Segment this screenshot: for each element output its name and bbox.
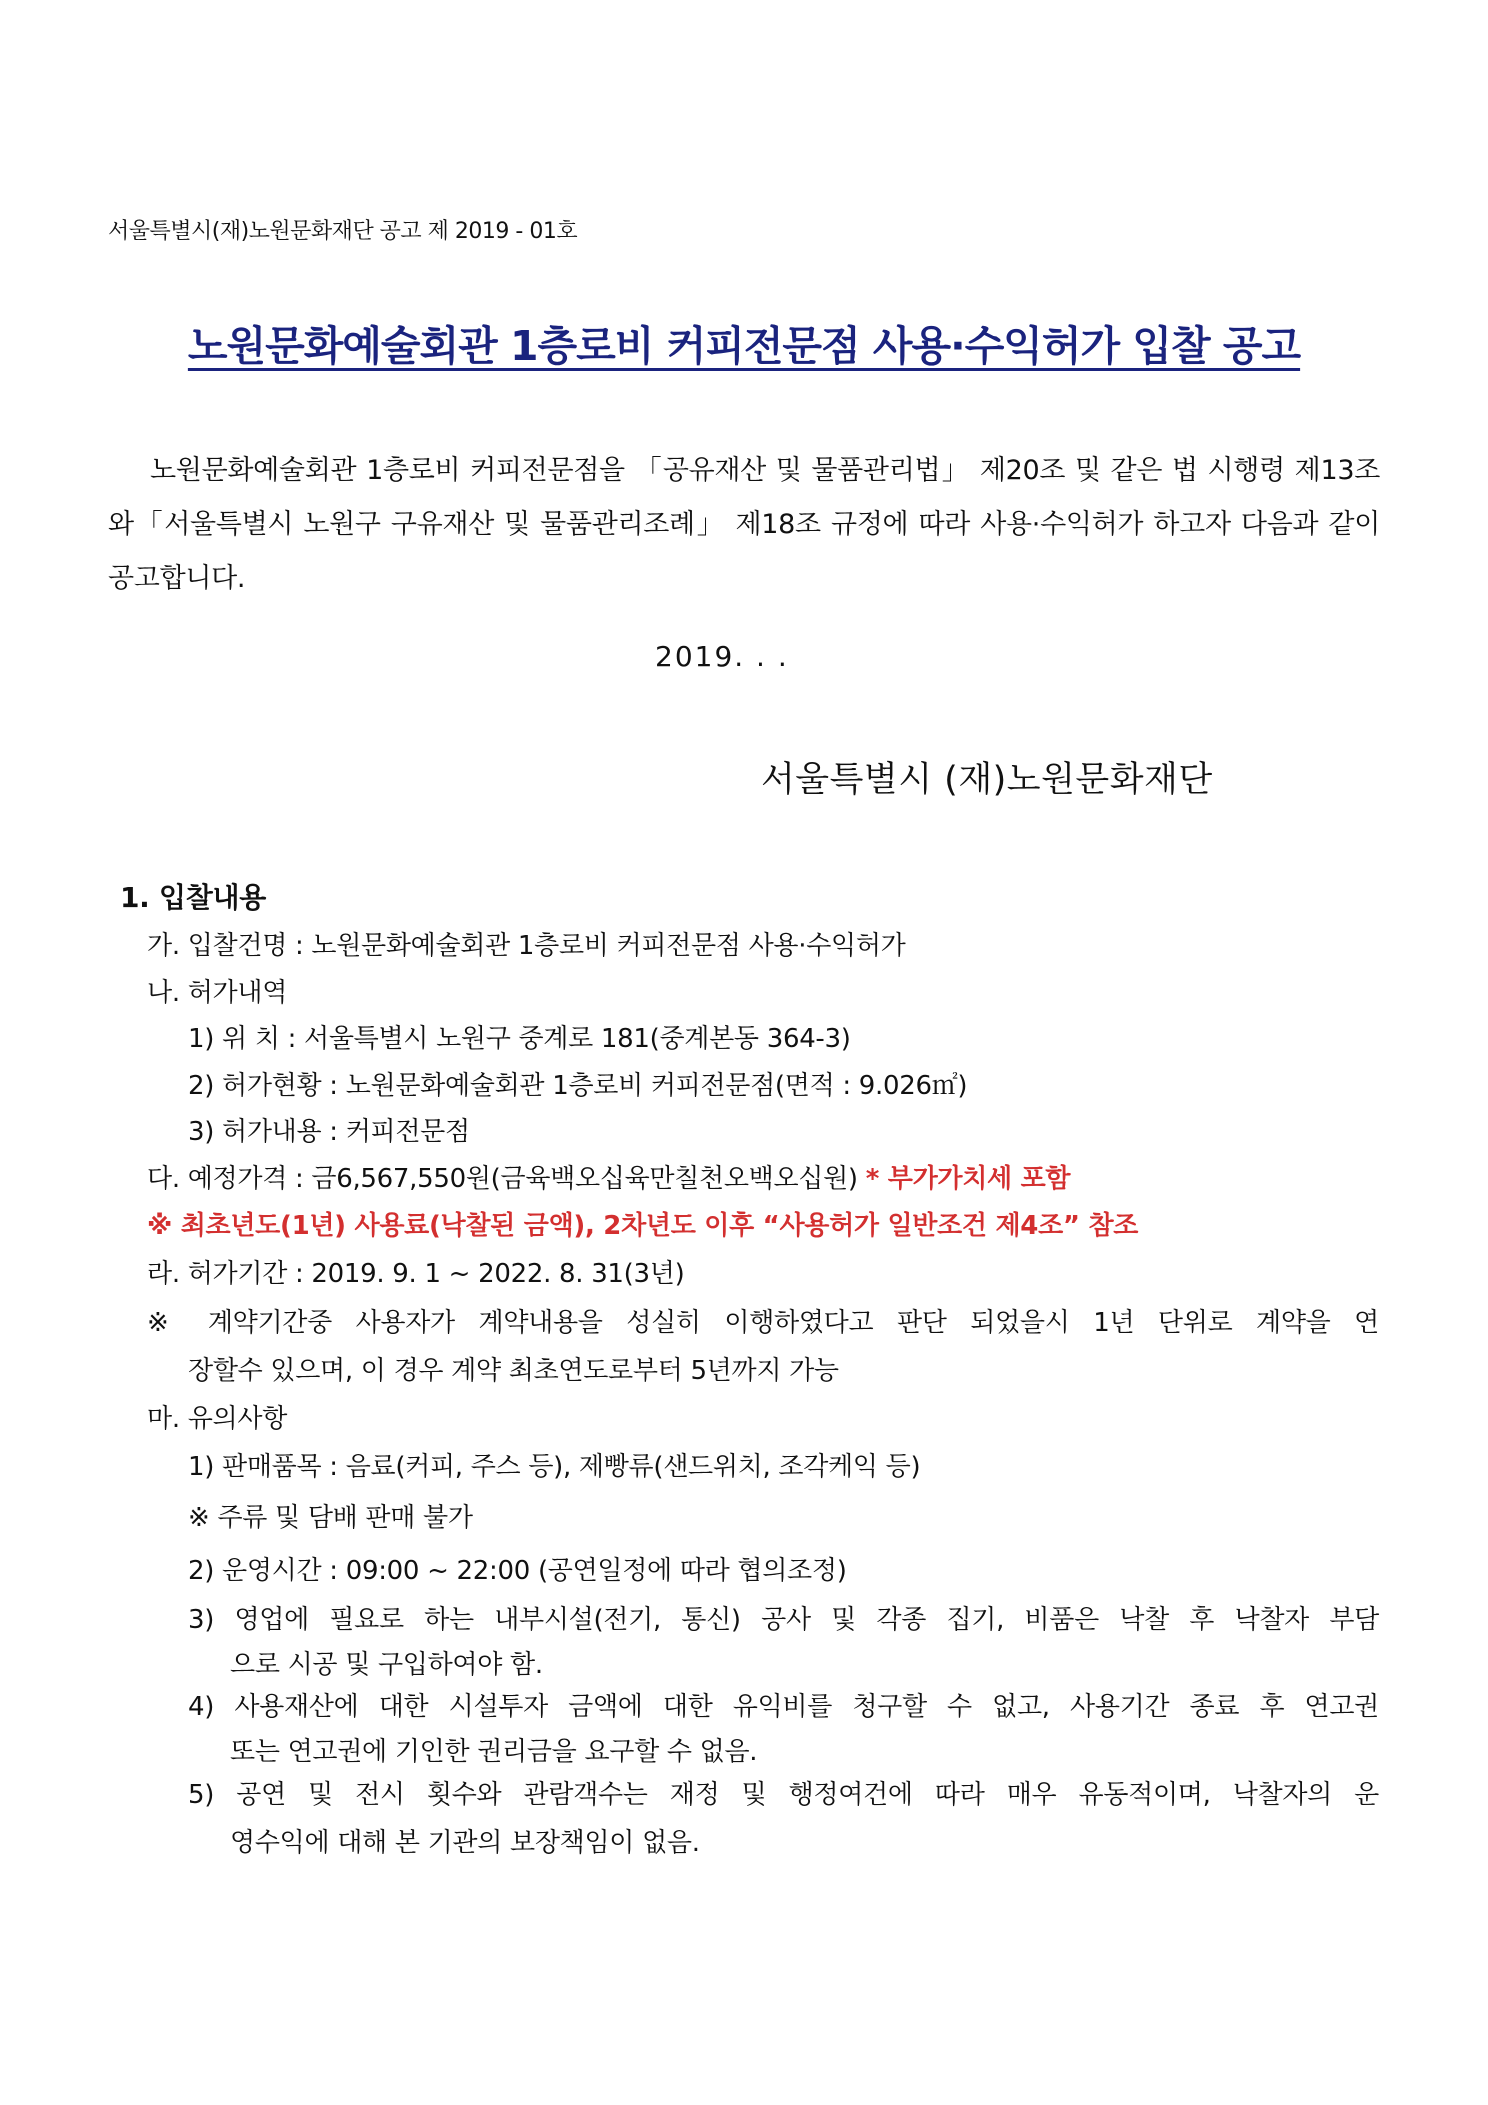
item-na-1: 1) 위 치 : 서울특별시 노원구 중계로 181(중계본동 364-3) [188,1024,851,1054]
item-da [147,1158,1070,1195]
item-ma-4-line2: 또는 연고권에 기인한 권리금을 요구할 수 없음. [230,1737,758,1767]
issuing-organization: 서울특별시 (재)노원문화재단 [761,760,1213,800]
item-ma-5-line2: 영수익에 대해 본 기관의 보장책임이 없음. [230,1828,700,1858]
item-ra-note-line1: ※ 계약기간중 사용자가 계약내용을 성실히 이행하였다고 판단 되었을시 1년 단위로 계약을 연 [147,1308,1379,1338]
item-ma: 마. 유의사항 [147,1404,288,1434]
item-ma-1: 1) 판매품목 : 음료(커피, 주스 등), 제빵류(샌드위치, 조각케익 등) [188,1452,921,1482]
item-da-note: ※ 최초년도(1년) 사용료(낙찰된 금액), 2차년도 이후 “사용허가 일반조건 제4조” 참조 [147,1211,1139,1241]
item-na-2: 2) 허가현황 : 노원문화예술회관 1층로비 커피전문점(면적 : 9.026㎡) [188,1071,968,1101]
item-ma-4-line1: 4) 사용재산에 대한 시설투자 금액에 대한 유익비를 청구할 수 없고, 사용기간 종료 후 연고권 [188,1692,1379,1722]
item-ra-note-line2: 장할수 있으며, 이 경우 계약 최초연도로부터 5년까지 가능 [188,1356,839,1386]
page-title [0,313,1488,372]
notice-date: 2019. . . [655,640,789,673]
intro-text: 노원문화예술회관 1층로비 커피전문점을 「공유재산 및 물품관리법」 제20조 및 같은 법 시행령 제13조와「서울특별시 노원구 구유재산 및 물품관리조례」 제18조 규정에 따라 사용·수익허가 하고자 다음과 같이 공고합니다. [108,455,1380,594]
item-ra: 라. 허가기간 : 2019. 9. 1 ~ 2022. 8. 31(3년) [147,1259,685,1289]
item-ma-1-note: ※ 주류 및 담배 판매 불가 [188,1503,473,1533]
item-na: 나. 허가내역 [147,978,288,1008]
notice-number: 서울특별시(재)노원문화재단 공고 제 2019 - 01호 [108,219,578,244]
section-heading: 1. 입찰내용 [120,881,266,914]
intro-paragraph [108,444,1380,606]
item-ma-5-line1: 5) 공연 및 전시 횟수와 관람객수는 재정 및 행정여건에 따라 매우 유동적이며, 낙찰자의 운 [188,1780,1379,1810]
item-ma-3-line2: 으로 시공 및 구입하여야 함. [230,1650,543,1680]
page-title-text: 노원문화예술회관 1층로비 커피전문점 사용·수익허가 입찰 공고 [187,322,1301,370]
item-na-3: 3) 허가내용 : 커피전문점 [188,1117,470,1147]
item-ma-3-line1: 3) 영업에 필요로 하는 내부시설(전기, 통신) 공사 및 각종 집기, 비품은 낙찰 후 낙찰자 부담 [188,1605,1379,1635]
item-ga: 가. 입찰건명 : 노원문화예술회관 1층로비 커피전문점 사용·수익허가 [147,931,906,961]
item-ma-2: 2) 운영시간 : 09:00 ~ 22:00 (공연일정에 따라 협의조정) [188,1556,847,1586]
item-da-price: 다. 예정가격 : 금6,567,550원(금육백오십육만칠천오백오십원) [147,1164,866,1194]
vat-note: * 부가가치세 포함 [865,1164,1071,1194]
